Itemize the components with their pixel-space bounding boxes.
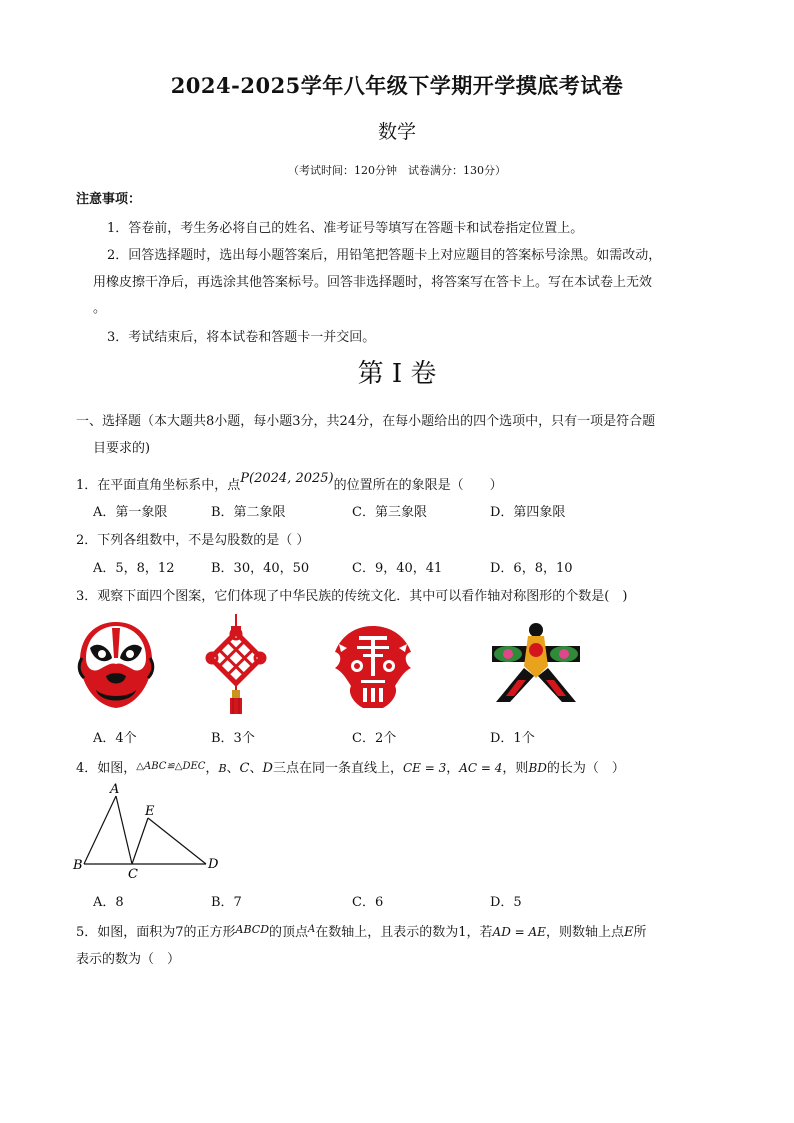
label-c: C [128, 867, 138, 882]
q5-text-c: 在数轴上，且表示的数为1，若 [315, 925, 493, 940]
q2-option-b[interactable]: B．30，40，50 [211, 561, 310, 576]
q3-option-a[interactable]: A．4个 [93, 731, 137, 746]
question-3-stem: 3．观察下面四个图案，它们体现了中华民族的传统文化．其中可以看作轴对称图形的个数是( ) [76, 589, 628, 604]
q4-sep: ， [205, 761, 219, 776]
kite-image [488, 622, 584, 706]
q3-option-b[interactable]: B．3个 [211, 731, 255, 746]
label-d: D [208, 857, 219, 872]
q4-text-b: 三点在同一条直线上， [272, 761, 403, 776]
notice-item: 2．回答选择题时，选出每小题答案后，用铅笔把答题卡上对应题目的答案标号涂黑。如需改动， [107, 248, 662, 263]
q2-option-a[interactable]: A．5，8，12 [93, 561, 175, 576]
q2-option-c[interactable]: C．9，40，41 [352, 561, 443, 576]
q4-point-c: C [239, 761, 250, 776]
q5-vertex-a: A [308, 924, 316, 935]
section-heading-cont: 目要求的) [93, 441, 151, 456]
q5-text-b: 的顶点 [269, 925, 309, 940]
q5-point-e: E [623, 925, 634, 940]
question-5-stem [76, 921, 646, 940]
q4-option-a[interactable]: A．8 [93, 895, 124, 910]
q5-equality: AD = AE [492, 925, 546, 939]
chinese-knot-image [206, 612, 266, 716]
notice-item: 用橡皮擦干净后，再选涂其他答案标号。回答非选择题时，将答案写在答卡上。写在本试卷上无效 [93, 275, 653, 290]
q1-option-d[interactable]: D．第四象限 [490, 505, 566, 520]
q1-option-a[interactable]: A．第一象限 [93, 505, 168, 520]
label-b: B [73, 858, 83, 873]
q4-text-d: 的长为（ ） [546, 761, 625, 776]
q3-option-d[interactable]: D．1个 [490, 731, 535, 746]
notice-item: 3．考试结束后，将本试卷和答题卡一并交回。 [107, 330, 376, 345]
q4-text-c: ，则 [502, 761, 529, 776]
triangle-figure [72, 782, 222, 880]
q4-text-a: 4．如图， [76, 761, 137, 776]
paper-cut-image [333, 624, 413, 714]
q3-option-c[interactable]: C．2个 [352, 731, 397, 746]
q4-sep: 、 [226, 761, 240, 776]
label-e: E [145, 804, 155, 819]
page-title: 2024-2025学年八年级下学期开学摸底考试卷 [170, 73, 624, 98]
q1-text-b: 的位置所在的象限是（ ） [333, 478, 503, 493]
q1-text-a: 1．在平面直角坐标系中，点 [76, 478, 241, 493]
notice-item: 。 [93, 301, 107, 316]
label-a: A [110, 782, 120, 797]
q4-ac: AC = 4 [459, 761, 503, 775]
q4-option-c[interactable]: C．6 [352, 895, 384, 910]
q1-option-b[interactable]: B．第二象限 [211, 505, 286, 520]
q4-point-d: D [262, 761, 273, 776]
q4-point-b: B [218, 762, 227, 775]
opera-mask-image [76, 618, 156, 710]
q5-text-a: 5．如图，面积为7的正方形 [76, 925, 236, 940]
q5-square: ABCD [235, 923, 270, 936]
question-1-stem [76, 471, 503, 493]
q2-option-d[interactable]: D．6，8，10 [490, 561, 573, 576]
question-4-stem [76, 757, 625, 776]
q4-option-d[interactable]: D．5 [490, 895, 522, 910]
subject-title: 数学 [377, 121, 416, 143]
question-5-stem-cont: 表示的数为（ ） [76, 952, 181, 967]
q5-text-d: ，则数轴上点 [545, 925, 624, 940]
q4-sep: ， [446, 761, 460, 776]
notice-heading: 注意事项： [76, 192, 142, 207]
q5-text-e: 所 [633, 925, 647, 940]
question-2-stem: 2．下列各组数中，不是勾股数的是（ ） [76, 533, 310, 548]
q4-bd: BD [528, 761, 547, 775]
section-heading: 一、选择题（本大题共8小题，每小题3分，共24分，在每小题给出的四个选项中，只有一项是符合题 [76, 414, 656, 429]
q4-congruence: △ABC≌△DEC [136, 761, 206, 772]
q4-sep: 、 [249, 761, 263, 776]
notice-item: 1．答卷前，考生务必将自己的姓名、准考证号等填写在答题卡和试卷指定位置上。 [107, 221, 584, 236]
volume-title: 第 I 卷 [357, 359, 437, 389]
q1-point: P(2024, 2025) [240, 471, 334, 486]
q4-option-b[interactable]: B．7 [211, 895, 242, 910]
q1-option-c[interactable]: C．第三象限 [352, 505, 427, 520]
q4-ce: CE = 3 [402, 761, 447, 775]
exam-info: （考试时间：120分钟 试卷满分：130分） [288, 164, 506, 177]
